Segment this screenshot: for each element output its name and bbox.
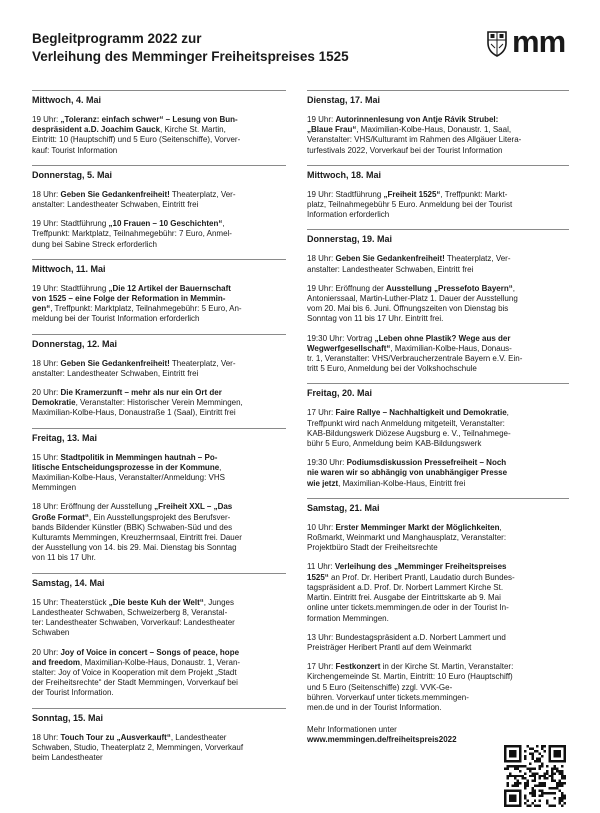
event-entry [32, 453, 286, 494]
event-detail-text: kauf: Tourist Information [32, 145, 118, 155]
day-heading: Samstag, 14. Mai [32, 573, 286, 589]
event-line [307, 344, 569, 354]
event-line [307, 633, 569, 643]
event-entry [307, 562, 569, 623]
event-title-text: Wegwerfgesellschaft“ [307, 343, 391, 353]
event-detail-text: Treffpunkt: Marktplatz, Teilnahmegebühr: 7 Euro, Anmel- [32, 229, 232, 239]
event-detail-text: , Veranstalter: Historischer Verein Memmingen, [75, 398, 243, 408]
event-detail-text: ter: Landestheater Schwaben, Vorverkauf: Landestheater [32, 618, 235, 628]
event-line [32, 146, 286, 156]
event-line [32, 314, 286, 324]
event-title-text: Joy of Voice in concert – Songs of peace, hope [60, 647, 240, 657]
event-line [307, 429, 569, 439]
event-line [307, 408, 569, 418]
event-detail-text: 19 Uhr: [32, 115, 61, 124]
more-info-url[interactable]: www.memmingen.de/freiheitspreis2022 [307, 735, 457, 745]
event-entry [307, 523, 569, 554]
event-detail-text: Schwaben, Studio, Theaterplatz 2, Memmingen, Vorverkauf [32, 742, 244, 752]
event-line [307, 583, 569, 593]
event-line [32, 473, 286, 483]
event-title-text: and freedom [32, 657, 81, 667]
event-entry [307, 662, 569, 713]
event-detail-text: Theaterplatz, Ver- [169, 189, 236, 199]
event-detail-text: Information erforderlich [307, 210, 390, 220]
event-title-text: „Blaue Frau“ [307, 125, 357, 135]
event-line [32, 398, 286, 408]
event-entry [32, 388, 286, 419]
memmingen-logo [486, 24, 566, 60]
event-line [307, 662, 569, 672]
event-detail-text: anstalter: Landestheater Schwaben, Eintritt frei [307, 264, 474, 274]
event-title-text: Stadtpolitik in Memmingen hautnah – Po- [60, 452, 218, 462]
event-detail-text: 19 Uhr: Stadtführung [32, 283, 109, 293]
event-entry [32, 115, 286, 156]
event-line [307, 334, 569, 344]
event-detail-text: platz, Teilnahmegebühr 5 Euro. Anmeldung bei der Tourist [307, 200, 513, 210]
event-line [32, 463, 286, 473]
event-line [32, 513, 286, 523]
event-line [32, 200, 286, 210]
page-header [32, 30, 452, 66]
event-detail-text: , Landestheater [170, 732, 227, 742]
event-entry [307, 408, 569, 449]
event-title-text: Ausstellung „Pressefoto Bayern“ [386, 283, 513, 293]
event-line [307, 284, 569, 294]
event-line [32, 598, 286, 608]
right-column [307, 90, 569, 745]
event-line [307, 523, 569, 533]
event-detail-text: Eintritt: 10 (Hauptschiff) und 5 Euro (Seitenschiffe), Vorver- [32, 135, 241, 145]
event-title-text: Touch Tour zu „Ausverkauft“ [60, 732, 171, 742]
event-title-text: Geben Sie Gedankenfreiheit! [335, 254, 445, 264]
event-detail-text: meldung bei der Tourist Information erforderlich [32, 314, 200, 324]
event-detail-text: von 11 bis 17 Uhr. [32, 553, 96, 563]
event-line [307, 200, 569, 210]
event-line [307, 419, 569, 429]
event-line [32, 229, 286, 239]
event-detail-text: stalter: Joy of Voice in Kooperation mit dem Projekt „Stadt [32, 667, 237, 677]
event-line [307, 458, 569, 468]
event-line [32, 304, 286, 314]
event-line [32, 688, 286, 698]
page-title-line-1: Begleitprogramm 2022 zur [32, 31, 202, 46]
event-line [307, 115, 569, 125]
event-entry [307, 334, 569, 375]
event-detail-text: 11 Uhr: [307, 562, 335, 572]
event-title-text: „Die 12 Artikel der Bauernschaft [108, 283, 231, 293]
more-info-block [307, 725, 569, 745]
event-detail-text: der Freiheitsrechte“ der Stadt Memmingen, Vorverkauf bei [32, 678, 238, 688]
event-detail-text: 18 Uhr: [32, 358, 61, 368]
event-title-text: despräsident a.D. Joachim Gauck [32, 125, 161, 135]
event-detail-text: Preisträger Heribert Prantl auf dem Weinmarkt [307, 642, 472, 652]
event-detail-text: anstalter: Landestheater Schwaben, Eintritt frei [32, 200, 199, 210]
event-entry [307, 254, 569, 274]
event-line [307, 125, 569, 135]
day-heading: Freitag, 13. Mai [32, 428, 286, 444]
event-detail-text: 10 Uhr: [307, 522, 336, 532]
event-entry [307, 284, 569, 325]
event-detail-text: 19 Uhr: Stadtführung [307, 189, 384, 199]
event-detail-text: tagspräsident a.D. Prof. Dr. Norbert Lammert Kirche St. [307, 582, 504, 592]
event-title-text: Demokratie [32, 398, 76, 408]
event-detail-text: , Treffpunkt: Markt- [440, 189, 508, 199]
event-title-text: „Leben ohne Plastik? Wege aus der [374, 333, 511, 343]
event-detail-text: , [512, 283, 515, 293]
event-line [307, 603, 569, 613]
event-detail-text: , [499, 522, 502, 532]
day-heading: Freitag, 20. Mai [307, 383, 569, 399]
event-detail-text: Landestheater Schwaben, Schweizerberg 8, Veranstal- [32, 607, 228, 617]
event-detail-text: Projektbüro Stadt der Freiheitsrechte [307, 543, 438, 553]
event-detail-text: , Maximilian-Kolbe-Haus, Donaustr. 1, Veran- [80, 657, 241, 667]
event-title-text: nie waren wir so abhängig von unabhängiger Presse [307, 468, 508, 478]
event-title-text: „10 Frauen – 10 Geschichten“ [108, 219, 223, 229]
event-line [32, 678, 286, 688]
event-line [307, 533, 569, 543]
event-line [32, 115, 286, 125]
day-heading: Mittwoch, 11. Mai [32, 259, 286, 275]
event-detail-text: 19:30 Uhr: Vortrag [307, 333, 375, 343]
event-detail-text: Memmingen [32, 483, 77, 493]
event-detail-text: Roßmarkt, Weinmarkt und Manghausplatz, Veranstalter: [307, 533, 507, 543]
qr-code-icon [504, 745, 566, 807]
event-title-text: litische Entscheidungsprozesse in der Kommune [32, 462, 220, 472]
event-line [32, 294, 286, 304]
event-detail-text: , Maximilian-Kolbe-Haus, Eintritt frei [338, 478, 466, 488]
event-title-text: „Die beste Kuh der Welt“ [108, 597, 204, 607]
event-title-text: „Freiheit 1525“ [383, 189, 441, 199]
city-crest-icon [486, 30, 508, 57]
day-heading: Donnerstag, 12. Mai [32, 334, 286, 350]
event-line [32, 733, 286, 743]
event-detail-text: 17 Uhr: [307, 662, 336, 672]
left-column [32, 90, 286, 772]
event-detail-text: , [222, 219, 225, 229]
event-line [32, 388, 286, 398]
event-entry [307, 458, 569, 489]
event-entry [307, 190, 569, 221]
event-detail-text: 18 Uhr: [307, 254, 336, 264]
event-detail-text: 20 Uhr: [32, 647, 61, 657]
event-detail-text: bühren. Vorverkauf unter tickets.memmingen- [307, 692, 469, 702]
event-detail-text: 19 Uhr: [307, 115, 336, 124]
event-line [32, 408, 286, 418]
event-detail-text: der Tourist Information. [32, 688, 114, 698]
event-line [307, 693, 569, 703]
event-line [307, 614, 569, 624]
event-detail-text: Theaterplatz, Ver- [444, 254, 511, 264]
event-entry [32, 598, 286, 639]
event-entry [307, 115, 569, 156]
event-entry [32, 190, 286, 210]
event-line [32, 523, 286, 533]
event-line [32, 743, 286, 753]
event-line [32, 658, 286, 668]
event-title-text: „Freiheit XXL – „Das [154, 502, 233, 512]
event-line [32, 359, 286, 369]
event-detail-text: , Maximilian-Kolbe-Haus, Donaustr. 1, Saal, [356, 125, 512, 135]
event-line [307, 314, 569, 324]
event-entry [32, 648, 286, 699]
event-detail-text: bands Bildender Künstler (BBK) Schwaben-Süd und des [32, 522, 233, 532]
event-detail-text: , [506, 408, 509, 418]
event-detail-text: 15 Uhr: Theaterstück [32, 597, 109, 607]
event-line [307, 543, 569, 553]
event-line [32, 135, 286, 145]
event-line [307, 468, 569, 478]
event-line [32, 219, 286, 229]
day-heading: Donnerstag, 19. Mai [307, 229, 569, 245]
event-detail-text: bühr 5 Euro, Anmeldung beim KAB-Bildungswerk [307, 439, 482, 449]
event-detail-text: men.de und in der Tourist Information. [307, 702, 442, 712]
event-title-text: Geben Sie Gedankenfreiheit! [60, 189, 170, 199]
event-detail-text: 15 Uhr: [32, 452, 61, 462]
event-detail-text: 13 Uhr: Bundestagspräsident a.D. Norbert Lammert und [307, 632, 506, 642]
event-title-text: gen“ [32, 304, 51, 314]
event-detail-text: tritt 5 Euro, Anmeldung bei der Volkshochschule [307, 364, 477, 374]
event-line [307, 479, 569, 489]
day-heading: Donnerstag, 5. Mai [32, 165, 286, 181]
event-line [307, 265, 569, 275]
event-detail-text: Kirchengemeinde St. Martin, Eintritt: 10 Euro (Hauptschiff) [307, 672, 513, 682]
event-title-text: Podiumsdiskussion Pressefreiheit – Noch [346, 458, 507, 468]
event-title-text: Faire Rallye – Nachhaltigkeit und Demokratie [335, 408, 507, 418]
event-line [32, 533, 286, 543]
event-entry [32, 733, 286, 764]
event-detail-text: online unter tickets.memmingen.de oder in der Tourist In- [307, 603, 509, 613]
event-entry [307, 633, 569, 653]
event-entry [32, 359, 286, 379]
event-title-text: 1525“ [307, 572, 329, 582]
event-line [307, 364, 569, 374]
event-line [32, 240, 286, 250]
event-detail-text: Martin. Eintritt frei. Ausgabe der Eintrittskarte ab 9. Mai [307, 593, 501, 603]
event-detail-text: 19 Uhr: Eröffnung der [307, 283, 387, 293]
event-line [32, 190, 286, 200]
day-heading: Mittwoch, 18. Mai [307, 165, 569, 181]
event-title-text: Die Kramerzunft – mehr als nur ein Ort der [60, 388, 222, 398]
event-detail-text: , Kirche St. Martin, [160, 125, 226, 135]
event-line [32, 618, 286, 628]
event-line [307, 210, 569, 220]
event-detail-text: Sonntag von 11 bis 17 Uhr. Eintritt frei. [307, 314, 444, 324]
event-title-text: Festkonzert [335, 662, 381, 672]
event-detail-text: beim Landestheater [32, 752, 103, 762]
event-title-text: wie jetzt [307, 478, 339, 488]
event-line [307, 643, 569, 653]
event-detail-text: dung bei Sabine Streck erforderlich [32, 239, 157, 249]
event-line [32, 753, 286, 763]
event-detail-text: Veranstalter: VHS/Kulturamt im Rahmen des Allgäuer Litera- [307, 135, 522, 145]
event-detail-text: Treffpunkt wird nach Anmeldung mitgeteilt, Veranstalter: [307, 418, 505, 428]
event-detail-text: tr. 1, Veranstalter: VHS/Verbraucherzentrale Bayern e.V. Ein- [307, 354, 523, 364]
event-detail-text: 17 Uhr: [307, 408, 336, 418]
event-detail-text: Kulturamts Memmingen, Kreuzherrnsaal, Eintritt frei. Dauer [32, 533, 242, 543]
event-line [32, 628, 286, 638]
event-detail-text: 20 Uhr: [32, 388, 61, 398]
event-title-text: Erster Memminger Markt der Möglichkeiten [335, 522, 500, 532]
event-detail-text: in der Kirche St. Martin, Veranstalter: [380, 662, 514, 672]
event-entry [32, 502, 286, 563]
event-line [307, 439, 569, 449]
event-line [307, 146, 569, 156]
event-entry [32, 284, 286, 325]
event-line [307, 703, 569, 713]
event-line [307, 573, 569, 583]
event-detail-text: KAB-Bildungswerk Diözese Augsburg e. V., Teilnahmege- [307, 428, 511, 438]
event-line [307, 190, 569, 200]
day-heading: Mittwoch, 4. Mai [32, 90, 286, 106]
logo-wordmark: mm [512, 24, 566, 59]
event-detail-text: Maximilian-Kolbe-Haus, Veranstalter/Anmeldung: VHS [32, 473, 225, 483]
event-title-text: Große Format“ [32, 512, 89, 522]
event-line [32, 502, 286, 512]
event-line [307, 254, 569, 264]
event-detail-text: Maximilian-Kolbe-Haus, Donaustraße 1 (Saal), Eintritt frei [32, 408, 236, 418]
event-detail-text: an Prof. Dr. Heribert Prantl, Laudatio durch Bundes- [328, 572, 515, 582]
event-line [32, 284, 286, 294]
event-detail-text: Schwaben [32, 628, 70, 638]
event-entry [32, 219, 286, 250]
event-detail-text: 19:30 Uhr: [307, 458, 347, 468]
day-heading: Samstag, 21. Mai [307, 498, 569, 514]
event-detail-text: turfestivals 2022, Vorverkauf bei der Tourist Information [307, 145, 503, 155]
event-detail-text: anstalter: Landestheater Schwaben, Eintritt frei [32, 368, 199, 378]
event-detail-text: 18 Uhr: [32, 732, 61, 742]
event-detail-text: , Maximilian-Kolbe-Haus, Donaus- [390, 343, 512, 353]
event-line [32, 369, 286, 379]
event-line [32, 453, 286, 463]
event-detail-text: vom 20. Mai bis 6. Juni. Öffnungszeiten von Dienstag bis [307, 304, 509, 314]
event-detail-text: , Treffpunkt: Marktplatz, Teilnahmegebühr: 5 Euro, An- [50, 304, 242, 314]
event-detail-text: , [219, 462, 222, 472]
event-line [32, 543, 286, 553]
event-title-text: Verleihung des „Memminger Freiheitspreises [334, 562, 507, 572]
event-line [32, 483, 286, 493]
event-title-text: Autorinnenlesung von Antje Rávik Strubel: [335, 115, 499, 124]
event-detail-text: Theaterplatz, Ver- [169, 358, 236, 368]
event-detail-text: und 5 Euro (Seitenschiffe) zzgl. VVK-Ge- [307, 682, 453, 692]
event-detail-text: , Junges [203, 597, 235, 607]
event-line [32, 553, 286, 563]
day-heading: Dienstag, 17. Mai [307, 90, 569, 106]
event-title-text: Geben Sie Gedankenfreiheit! [60, 358, 170, 368]
event-detail-text: 18 Uhr: Eröffnung der Ausstellung [32, 502, 155, 512]
event-line [307, 683, 569, 693]
event-line [32, 608, 286, 618]
event-title-text: „Toleranz: einfach schwer“ – Lesung von Bun- [60, 115, 238, 124]
event-title-text: von 1525 – eine Folge der Reformation in Memmin- [32, 294, 226, 304]
event-line [32, 648, 286, 658]
event-line [307, 562, 569, 572]
event-line [307, 593, 569, 603]
event-detail-text: 18 Uhr: [32, 189, 61, 199]
event-detail-text: Antonierssaal, Martin-Luther-Platz 1. Dauer der Ausstellung [307, 294, 518, 304]
event-detail-text: 19 Uhr: Stadtführung [32, 219, 109, 229]
event-detail-text: , Ein Ausstellungsprojekt des Berufsver- [88, 512, 231, 522]
page-title-line-2: Verleihung des Memminger Freiheitspreises 1525 [32, 49, 349, 64]
event-line [307, 672, 569, 682]
event-line [32, 668, 286, 678]
event-detail-text: formation Memmingen. [307, 613, 389, 623]
event-line [307, 304, 569, 314]
event-line [307, 294, 569, 304]
event-detail-text: der Ausstellung von 14. bis 29. Mai. Dienstag bis Sonntag [32, 543, 237, 553]
day-heading: Sonntag, 15. Mai [32, 708, 286, 724]
event-line [307, 135, 569, 145]
more-info-label: Mehr Informationen unter [307, 725, 397, 735]
event-line [307, 354, 569, 364]
event-line [32, 125, 286, 135]
